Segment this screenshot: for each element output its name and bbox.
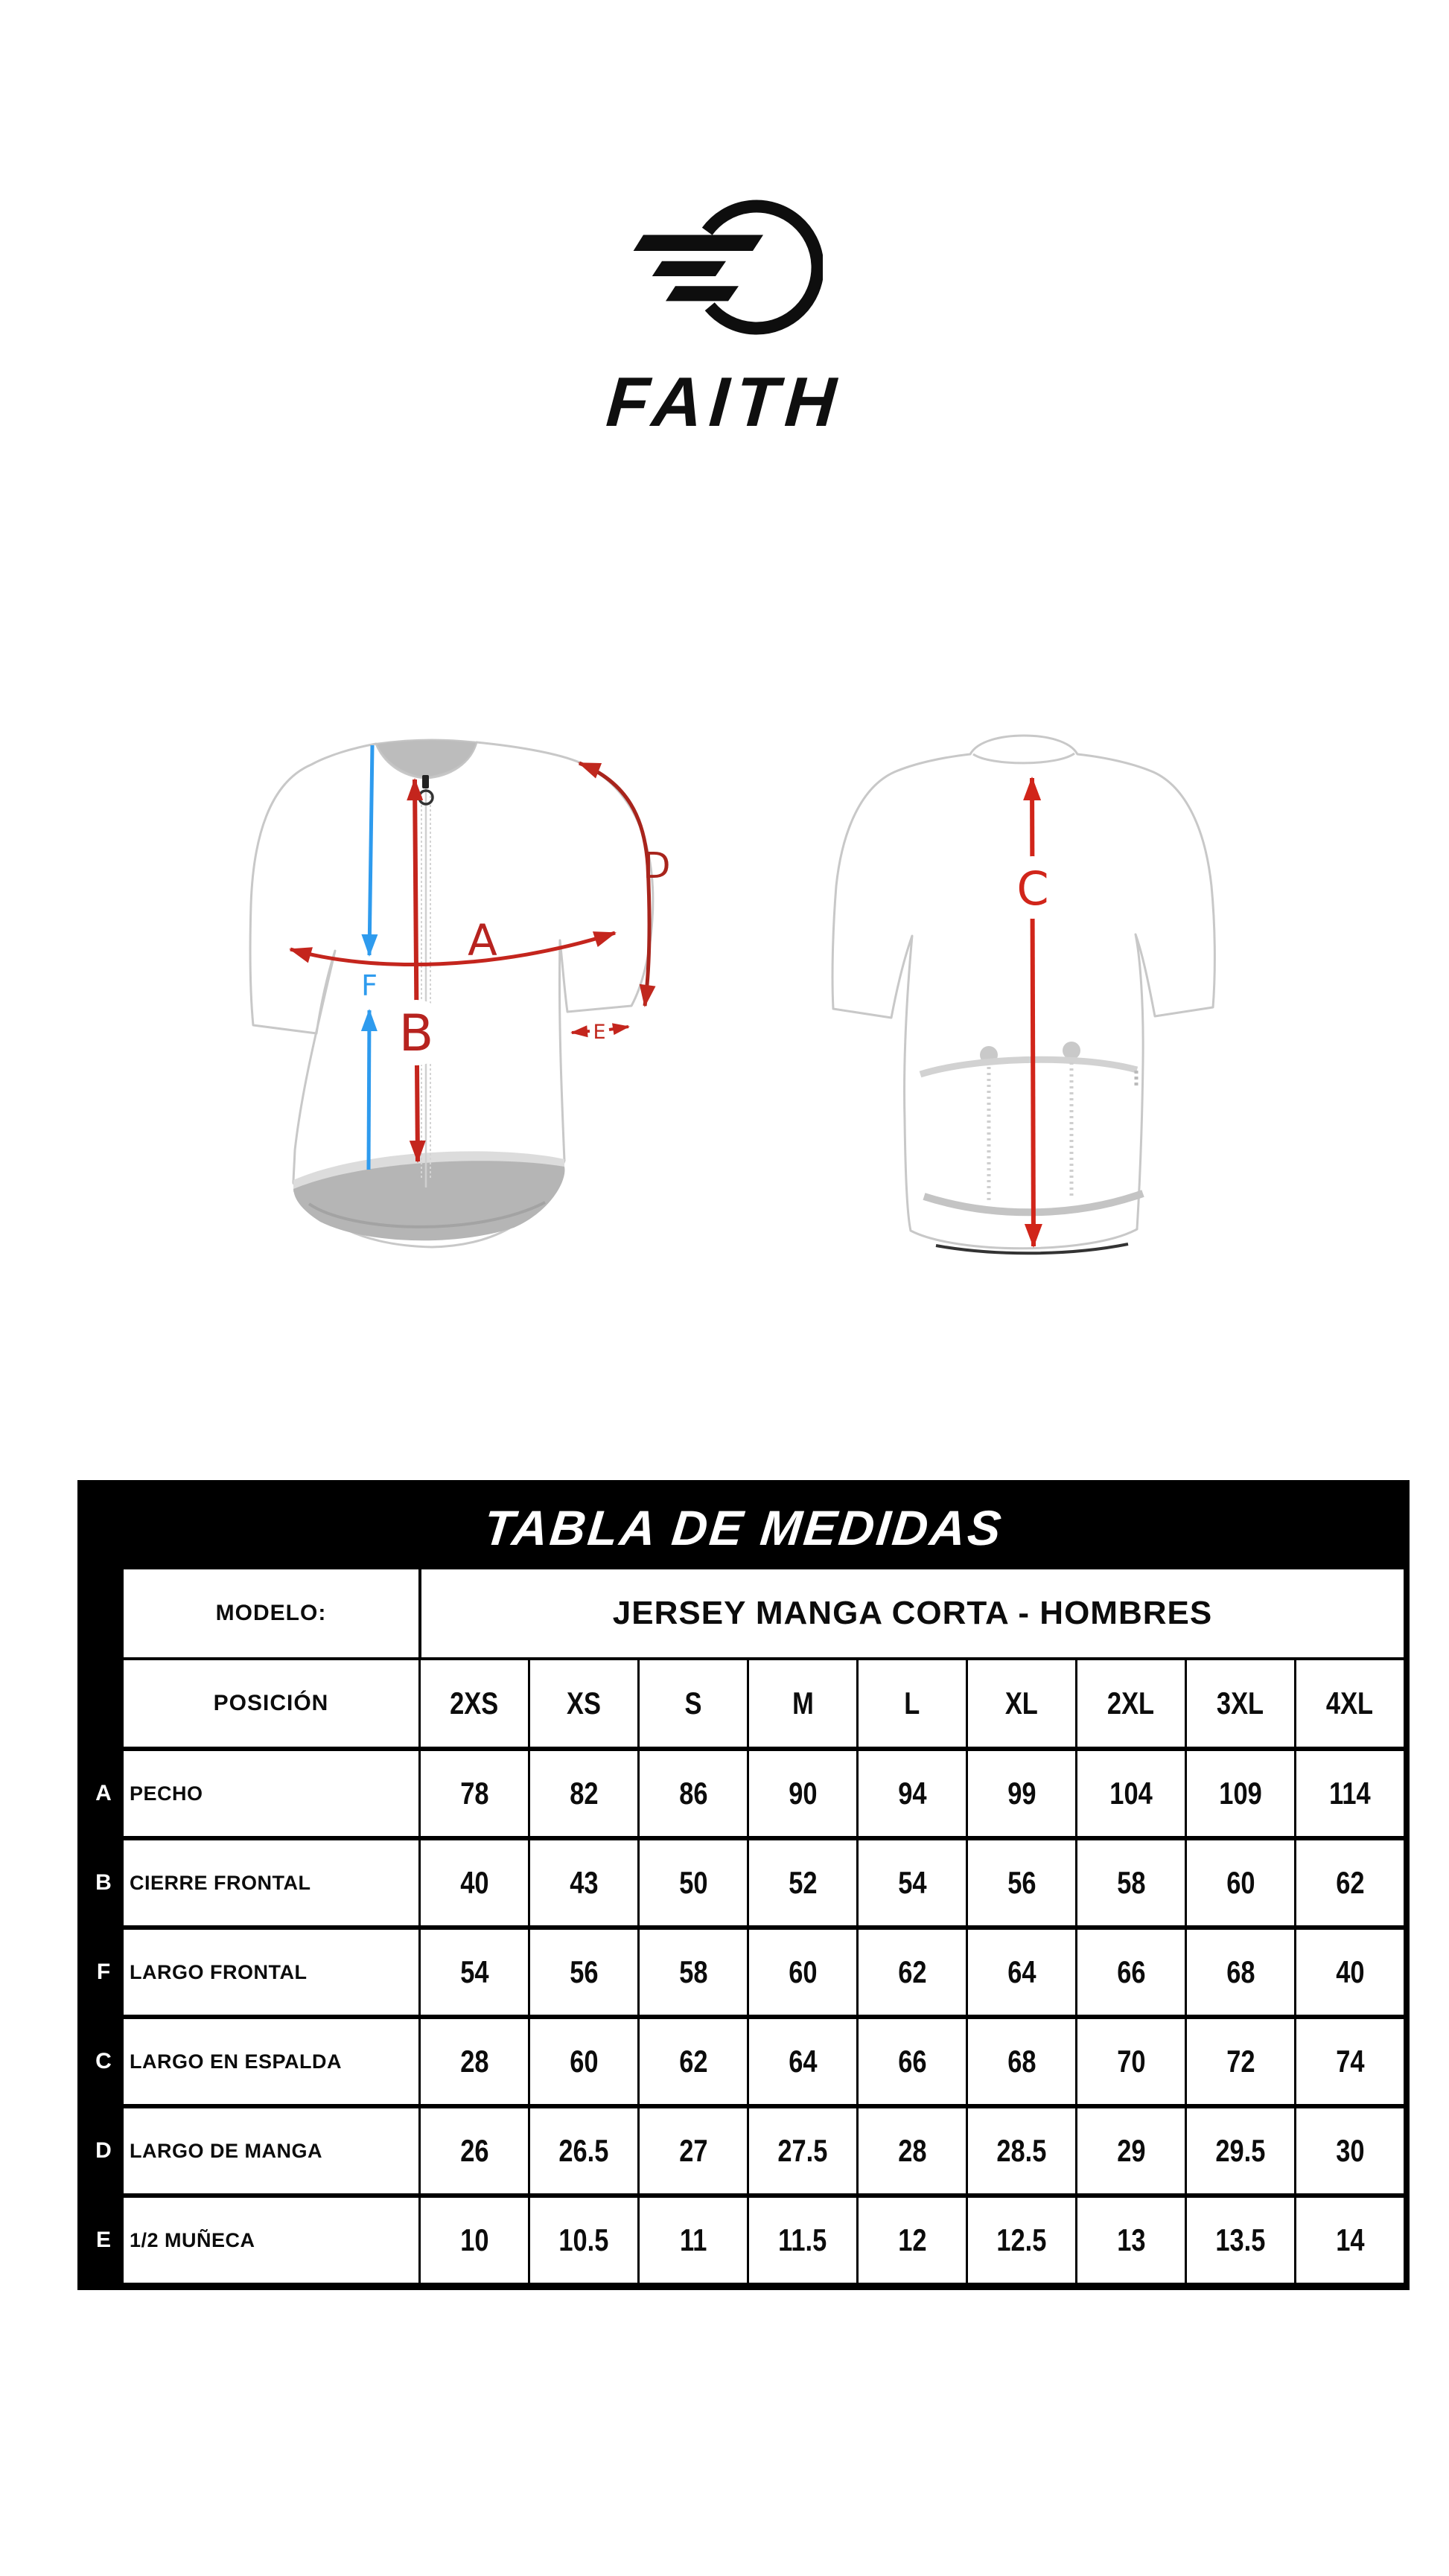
front-jersey-diagram — [231, 733, 678, 1269]
measure-arrow-e-left — [572, 1031, 590, 1033]
brand-wordmark: FAITH — [604, 363, 845, 441]
size-col-header-m: M — [747, 1660, 856, 1747]
measure-value-cell: 28 — [856, 2108, 966, 2193]
measure-value-cell: 43 — [528, 1840, 637, 1925]
measure-value-cell: 64 — [966, 1930, 1075, 2015]
measure-value-cell: 58 — [1075, 1840, 1185, 1925]
measure-value-cell: 68 — [966, 2019, 1075, 2104]
measure-label-d: D — [643, 845, 671, 887]
row-label-cell: 1/2 MUÑECA — [130, 2228, 255, 2251]
measure-value-cell: 62 — [856, 1930, 966, 2015]
measure-value-cell: 58 — [637, 1930, 747, 2015]
measure-value-cell: 56 — [966, 1840, 1075, 1925]
measure-value-cell: 27 — [637, 2108, 747, 2193]
row-letter-cell: E — [83, 2198, 124, 2283]
table-title — [83, 1486, 1404, 1569]
measure-arrow-b — [415, 780, 418, 1161]
brand-logo-icon — [629, 195, 823, 344]
letter-strip-cell — [83, 1569, 124, 1657]
measure-value-cell: 82 — [528, 1751, 637, 1836]
measure-arrow-e-right — [609, 1027, 628, 1030]
measure-value-cell: 70 — [1075, 2019, 1185, 2104]
size-col-header-3xl: 3XL — [1185, 1660, 1294, 1747]
size-col-header-4xl: 4XL — [1294, 1660, 1404, 1747]
measure-value-cell: 94 — [856, 1751, 966, 1836]
measure-value-cell: 72 — [1185, 2019, 1294, 2104]
modelo-value: JERSEY MANGA CORTA - HOMBRES — [418, 1569, 1404, 1657]
measure-value-cell: 28 — [418, 2019, 528, 2104]
measure-label-a: A — [468, 915, 497, 966]
measure-label-b: B — [398, 1004, 434, 1063]
table-row-largo-manga — [83, 2104, 1404, 2193]
measure-value-cell: 11.5 — [747, 2198, 856, 2283]
table-title-text: TABLA DE MEDIDAS — [481, 1500, 1006, 1555]
size-col-header-xl: XL — [966, 1660, 1075, 1747]
measure-value-cell: 66 — [1075, 1930, 1185, 2015]
row-label-cell: LARGO FRONTAL — [130, 1960, 308, 1983]
measure-value-cell: 26.5 — [528, 2108, 637, 2193]
row-label-cell: LARGO DE MANGA — [130, 2139, 322, 2162]
measure-value-cell: 52 — [747, 1840, 856, 1925]
modelo-label: MODELO: — [215, 1601, 327, 1625]
logo-speed-line-1 — [634, 235, 763, 252]
table-row-sizes-header — [83, 1657, 1404, 1747]
table-row-largo-frontal — [83, 1925, 1404, 2015]
row-label-cell: CIERRE FRONTAL — [130, 1871, 311, 1894]
measure-value-cell: 104 — [1075, 1751, 1185, 1836]
measure-value-cell: 13.5 — [1185, 2198, 1294, 2283]
measure-value-cell: 60 — [747, 1930, 856, 2015]
size-col-header-xs: XS — [528, 1660, 637, 1747]
row-label-cell: LARGO EN ESPALDA — [130, 2050, 343, 2073]
measure-value-cell: 99 — [966, 1751, 1075, 1836]
row-label-cell: PECHO — [130, 1782, 203, 1805]
size-col-header-l: L — [856, 1660, 966, 1747]
measure-value-cell: 68 — [1185, 1930, 1294, 2015]
measure-value-cell: 28.5 — [966, 2108, 1075, 2193]
measure-value-cell: 90 — [747, 1751, 856, 1836]
measure-value-cell: 86 — [637, 1751, 747, 1836]
measure-value-cell: 50 — [637, 1840, 747, 1925]
table-row-pecho — [83, 1747, 1404, 1836]
measure-value-cell: 64 — [747, 2019, 856, 2104]
measure-value-cell: 26 — [418, 2108, 528, 2193]
measure-arrow-c — [1032, 778, 1034, 1246]
measure-value-cell: 11 — [637, 2198, 747, 2283]
measure-value-cell: 62 — [637, 2019, 747, 2104]
measure-value-cell: 29.5 — [1185, 2108, 1294, 2193]
table-row-largo-espalda — [83, 2015, 1404, 2104]
measure-value-cell: 60 — [1185, 1840, 1294, 1925]
front-zipper-pull — [422, 775, 429, 788]
row-letter-cell: D — [83, 2108, 124, 2193]
size-table — [77, 1480, 1410, 2290]
measure-value-cell: 60 — [528, 2019, 637, 2104]
row-letter-cell: B — [83, 1840, 124, 1925]
size-col-header-2xs: 2XS — [418, 1660, 528, 1747]
measure-label-e: E — [593, 1021, 606, 1044]
measure-value-cell: 114 — [1294, 1751, 1404, 1836]
measure-value-cell: 54 — [418, 1930, 528, 2015]
measure-value-cell: 109 — [1185, 1751, 1294, 1836]
measure-label-c: C — [1016, 861, 1049, 916]
size-col-header-2xl: 2XL — [1075, 1660, 1185, 1747]
back-jersey-body — [832, 736, 1214, 1249]
table-row-media-muneca — [83, 2193, 1404, 2283]
row-letter-cell: F — [83, 1930, 124, 2015]
row-letter-cell: A — [83, 1751, 124, 1836]
measure-value-cell: 54 — [856, 1840, 966, 1925]
measure-label-f: F — [361, 969, 378, 1002]
measure-value-cell: 40 — [1294, 1930, 1404, 2015]
size-col-header-s: S — [637, 1660, 747, 1747]
logo-speed-line-3 — [666, 286, 739, 301]
measure-value-cell: 74 — [1294, 2019, 1404, 2104]
measure-value-cell: 40 — [418, 1840, 528, 1925]
table-row-cierre-frontal — [83, 1836, 1404, 1925]
measure-value-cell: 14 — [1294, 2198, 1404, 2283]
measure-value-cell: 56 — [528, 1930, 637, 2015]
measure-value-cell: 10 — [418, 2198, 528, 2283]
measure-value-cell: 27.5 — [747, 2108, 856, 2193]
logo-ring — [707, 206, 818, 328]
measure-value-cell: 12.5 — [966, 2198, 1075, 2283]
back-jersey-diagram — [823, 715, 1225, 1266]
measure-value-cell: 78 — [418, 1751, 528, 1836]
measure-value-cell: 12 — [856, 2198, 966, 2283]
measure-value-cell: 66 — [856, 2019, 966, 2104]
measure-value-cell: 30 — [1294, 2108, 1404, 2193]
measure-value-cell: 13 — [1075, 2198, 1185, 2283]
table-row-modelo — [83, 1569, 1404, 1657]
measure-value-cell: 62 — [1294, 1840, 1404, 1925]
logo-speed-line-2 — [652, 261, 726, 276]
measure-value-cell: 10.5 — [528, 2198, 637, 2283]
letter-strip-cell — [83, 1660, 124, 1747]
row-letter-cell: C — [83, 2019, 124, 2104]
measure-value-cell: 29 — [1075, 2108, 1185, 2193]
posicion-label: POSICIÓN — [213, 1691, 329, 1715]
